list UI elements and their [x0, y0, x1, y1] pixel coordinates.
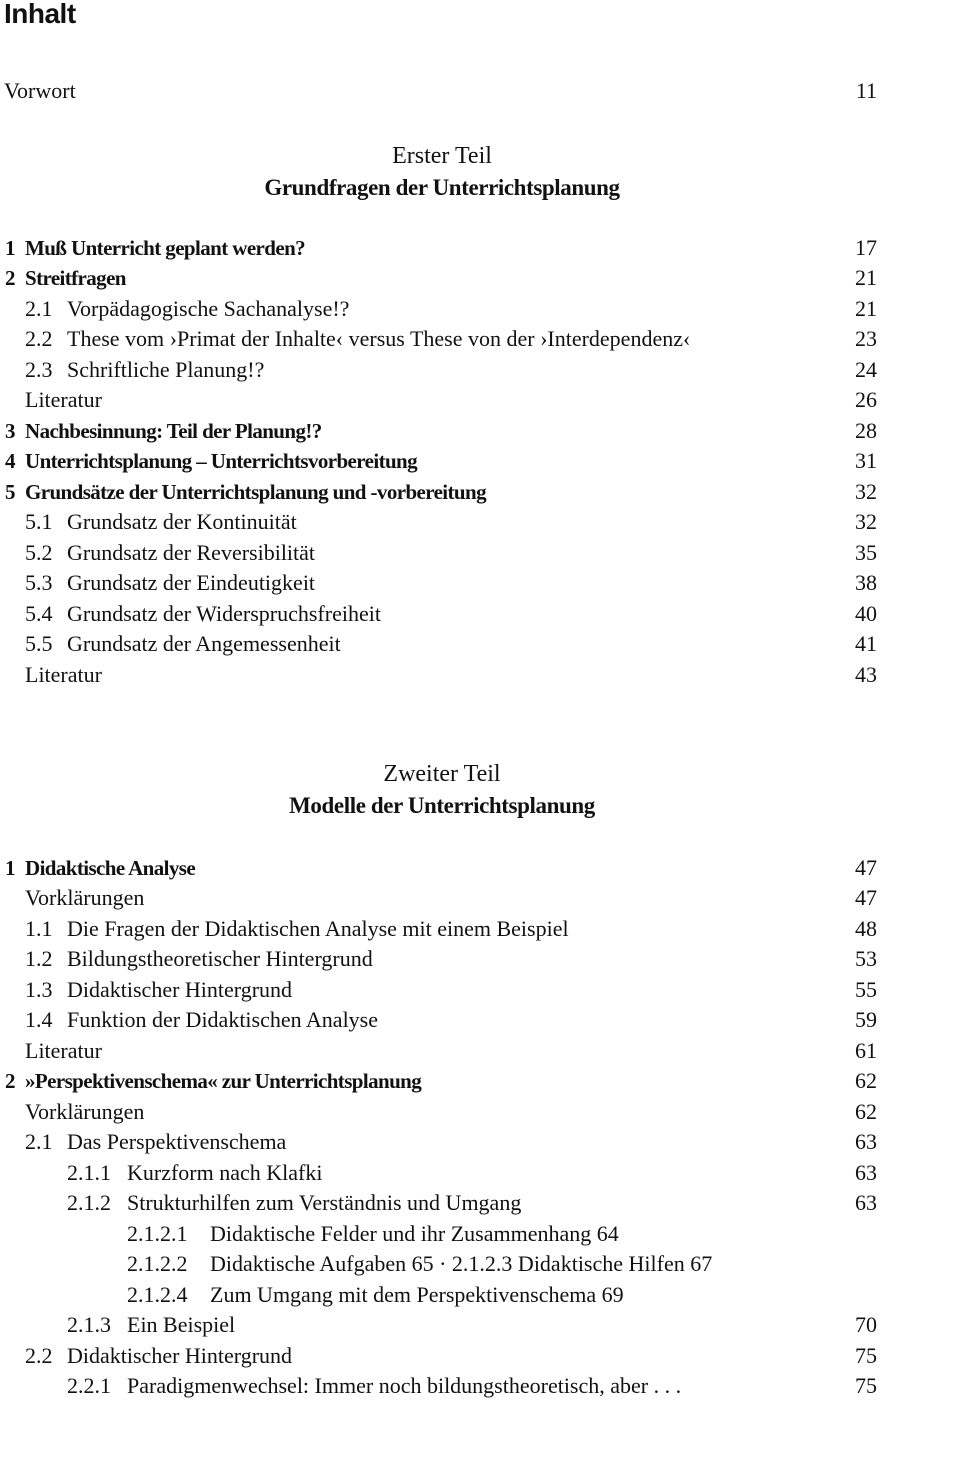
- entry-text: Muß Unterricht geplant werden?: [25, 236, 306, 260]
- entry-text: These vom ›Primat der Inhalte‹ versus These von der ›Interdependenz‹: [67, 326, 691, 352]
- entry-page: 48: [855, 915, 877, 941]
- toc-entry: [0, 853, 960, 883]
- entry-text: Bildungstheoretischer Hintergrund: [67, 946, 373, 972]
- entry-text: Vorklärungen: [25, 885, 145, 911]
- entry-text: Strukturhilfen zum Verständnis und Umgang: [127, 1190, 522, 1216]
- toc-entry: [0, 446, 960, 476]
- entry-page: 47: [855, 855, 877, 880]
- entry-text: Nachbesinnung: Teil der Planung!?: [25, 418, 322, 443]
- entry-text: Kurzform nach Klafki: [127, 1159, 323, 1185]
- toc-entry: [0, 1249, 960, 1279]
- entry-text: Schriftliche Planung!?: [67, 356, 265, 382]
- toc-entry: [0, 324, 960, 354]
- toc-entry: [0, 568, 960, 598]
- entry-page: 38: [855, 570, 877, 596]
- toc-entry-preface: [0, 76, 960, 106]
- entry-text: Didaktischer Hintergrund: [67, 976, 293, 1002]
- part-subtitle: Grundfragen der Unterrichtsplanung: [264, 175, 620, 200]
- entry-number: 2.2: [25, 1342, 53, 1368]
- toc-entry: [0, 355, 960, 385]
- part-heading-2: [0, 759, 884, 821]
- toc-entry: [0, 629, 960, 659]
- entry-number: 5.2: [25, 539, 53, 565]
- toc-entry: [0, 1097, 960, 1127]
- entry-text: Vorpädagogische Sachanalyse!?: [67, 295, 350, 321]
- toc-entry: [0, 599, 960, 629]
- toc-entry: [0, 975, 960, 1005]
- entry-text: Didaktischer Hintergrund: [67, 1342, 293, 1368]
- entry-number: 2.2.1: [67, 1372, 111, 1398]
- entry-text: Das Perspektivenschema: [67, 1129, 287, 1155]
- entry-page: 32: [855, 478, 877, 504]
- entry-number: 2.1.2.2: [127, 1251, 188, 1277]
- entry-number: 2: [5, 1069, 15, 1094]
- entry-number: 2: [5, 266, 15, 291]
- entry-page: 63: [855, 1129, 877, 1155]
- entry-number: 2.3: [25, 356, 53, 382]
- entry-number: 4: [5, 449, 15, 474]
- entry-text: Grundsatz der Reversibilität: [67, 539, 316, 565]
- entry-text: Vorklärungen: [25, 1098, 145, 1124]
- entry-number: 1: [5, 236, 15, 260]
- entry-text: »Perspektivenschema« zur Unterrichtsplanung: [25, 1069, 422, 1094]
- entry-page: 24: [855, 356, 877, 382]
- toc-entry: [0, 507, 960, 537]
- entry-page: 55: [855, 976, 877, 1002]
- entry-page: 62: [855, 1098, 877, 1124]
- toc-entry: [0, 1127, 960, 1157]
- entry-page: 28: [855, 417, 877, 443]
- entry-text: Didaktische Aufgaben 65 · 2.1.2.3 Didaktische Hilfen 67: [210, 1251, 713, 1277]
- entry-number: 2.1: [25, 295, 53, 321]
- entry-number: 5.3: [25, 570, 53, 596]
- toc-entry: [0, 294, 960, 324]
- part-name: Erster Teil: [392, 143, 492, 169]
- toc-entry: [0, 385, 960, 415]
- toc-entry: [0, 1005, 960, 1035]
- entry-text: Literatur: [25, 1037, 102, 1063]
- entry-text: Streitfragen: [25, 266, 126, 291]
- toc-entry: [0, 1036, 960, 1066]
- entry-text: Grundsatz der Kontinuität: [67, 509, 297, 535]
- entry-number: 5.4: [25, 600, 53, 626]
- toc-entry: [0, 1158, 960, 1188]
- entry-page: 62: [855, 1068, 877, 1094]
- toc-entry: [0, 1371, 960, 1401]
- toc-entry: [0, 914, 960, 944]
- entry-page: 75: [855, 1372, 877, 1398]
- entry-page: 35: [855, 539, 877, 565]
- toc-entry: [0, 477, 960, 507]
- entry-page: 40: [855, 600, 877, 626]
- entry-page: 23: [855, 326, 877, 352]
- entry-page: 59: [855, 1007, 877, 1033]
- entry-number: 2.1.2.1: [127, 1220, 188, 1246]
- toc-entry: [0, 1188, 960, 1218]
- page-title: Inhalt: [4, 0, 76, 29]
- entry-page: 47: [855, 885, 877, 911]
- entry-page: 32: [855, 509, 877, 535]
- toc-entry: [0, 883, 960, 913]
- entry-number: 3: [5, 418, 15, 443]
- entry-number: 5: [5, 479, 15, 504]
- part-name: Zweiter Teil: [383, 761, 501, 787]
- entry-text: Grundsatz der Angemessenheit: [67, 631, 341, 657]
- entry-page: 53: [855, 946, 877, 972]
- entry-page: 43: [855, 661, 877, 687]
- part-heading-1: [0, 141, 884, 203]
- entry-page: 63: [855, 1159, 877, 1185]
- entry-text: Funktion der Didaktischen Analyse: [67, 1007, 379, 1033]
- entry-text: Literatur: [25, 661, 102, 687]
- entry-text: Unterrichtsplanung – Unterrichtsvorbereitung: [25, 449, 418, 474]
- entry-text: Ein Beispiel: [127, 1312, 236, 1338]
- entry-number: 5.1: [25, 509, 53, 535]
- entry-text: Grundsätze der Unterrichtsplanung und -vorbereitung: [25, 479, 486, 504]
- entry-text: Didaktische Felder und ihr Zusammenhang 64: [210, 1220, 619, 1246]
- entry-number: 2.2: [25, 326, 53, 352]
- entry-number: 2.1.1: [67, 1159, 111, 1185]
- entry-text: Zum Umgang mit dem Perspektivenschema 69: [210, 1281, 624, 1307]
- entry-text: Paradigmenwechsel: Immer noch bildungstheoretisch, aber . . .: [127, 1372, 682, 1398]
- entry-page: 21: [855, 295, 877, 321]
- entry-page: 75: [855, 1342, 877, 1368]
- entry-text: Didaktische Analyse: [25, 856, 196, 880]
- entry-number: 2.1.3: [67, 1312, 111, 1338]
- toc-entry: [0, 1219, 960, 1249]
- part-subtitle: Modelle der Unterrichtsplanung: [289, 793, 595, 818]
- entry-text: Grundsatz der Widerspruchsfreiheit: [67, 600, 381, 626]
- entry-text: Vorwort: [4, 78, 76, 103]
- toc-entry: [0, 660, 960, 690]
- entry-number: 2.1.2.4: [127, 1281, 188, 1307]
- entry-page: 41: [855, 631, 877, 657]
- entry-number: 2.1: [25, 1129, 53, 1155]
- entry-text: Literatur: [25, 387, 102, 413]
- entry-page: 63: [855, 1190, 877, 1216]
- entry-page: 21: [855, 265, 877, 291]
- entry-number: 1.3: [25, 976, 53, 1002]
- toc-entry: [0, 1341, 960, 1371]
- entry-page: 11: [855, 78, 877, 103]
- entry-number: 5.5: [25, 631, 53, 657]
- entry-number: 2.1.2: [67, 1190, 111, 1216]
- entry-number: 1.1: [25, 915, 53, 941]
- toc-entry: [0, 1066, 960, 1096]
- toc-entry: [0, 263, 960, 293]
- entry-text: Die Fragen der Didaktischen Analyse mit einem Beispiel: [67, 915, 569, 941]
- entry-page: 26: [855, 387, 877, 413]
- entry-page: 31: [855, 448, 877, 474]
- toc-entry: [0, 233, 960, 263]
- entry-number: 1.2: [25, 946, 53, 972]
- toc-entry: [0, 538, 960, 568]
- toc-entry: [0, 416, 960, 446]
- toc-entry: [0, 1310, 960, 1340]
- entry-page: 61: [855, 1037, 877, 1063]
- toc-entry: [0, 944, 960, 974]
- entry-number: 1.4: [25, 1007, 53, 1033]
- entry-text: Grundsatz der Eindeutigkeit: [67, 570, 316, 596]
- entry-number: 1: [5, 856, 15, 880]
- entry-page: 70: [855, 1312, 877, 1338]
- toc-entry: [0, 1280, 960, 1310]
- entry-page: 17: [855, 235, 877, 260]
